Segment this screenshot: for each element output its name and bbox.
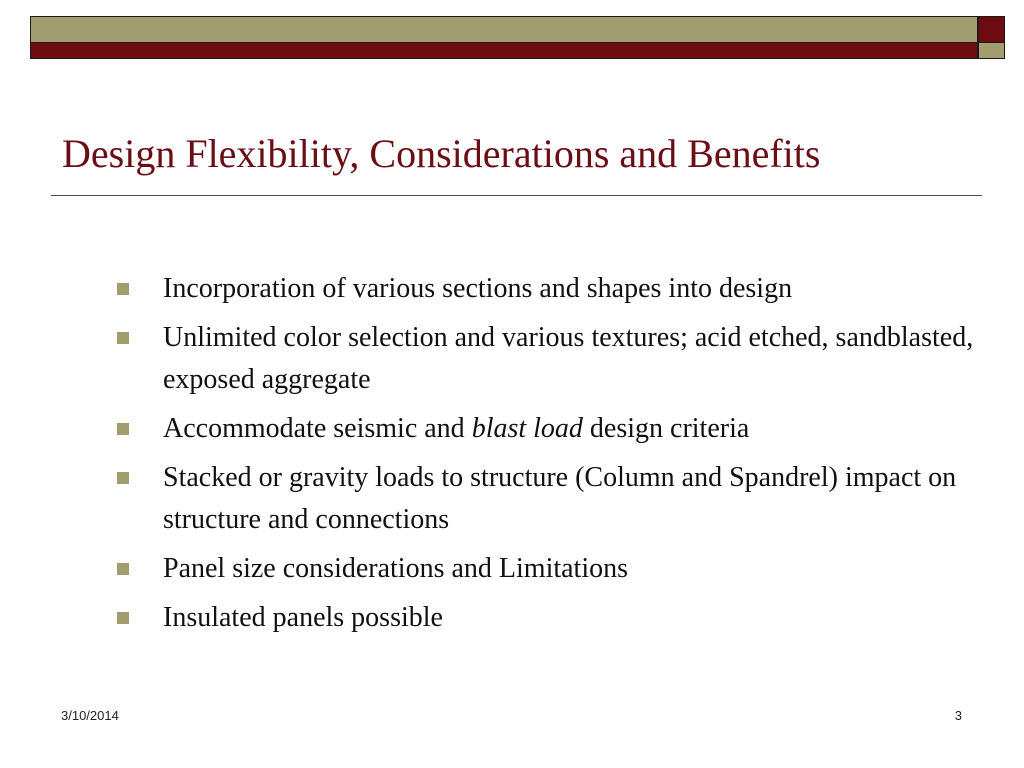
bullet-text: Insulated panels possible: [163, 602, 443, 633]
bullet-item: [115, 268, 995, 310]
square-bullet-icon: [117, 563, 129, 575]
bullet-text-post: design criteria: [582, 413, 750, 444]
title-divider: [51, 195, 982, 196]
bullet-text: Stacked or gravity loads to structure (Column and Spandrel) impact on structure and connections: [163, 462, 957, 535]
footer-date: 3/10/2014: [61, 708, 119, 723]
bullet-item: [115, 408, 995, 450]
bullet-text-pre: Accommodate seismic and: [163, 413, 472, 444]
bullet-item: [115, 457, 995, 541]
header-band-maroon: [30, 42, 978, 59]
square-bullet-icon: [117, 612, 129, 624]
bullet-text: Incorporation of various sections and shapes into design: [163, 273, 793, 304]
header-corner-square-maroon: [978, 16, 1005, 43]
square-bullet-icon: [117, 283, 129, 295]
bullet-item: [115, 317, 995, 401]
bullet-text: Panel size considerations and Limitations: [163, 553, 629, 584]
bullet-text-emphasis: blast load: [471, 413, 583, 444]
square-bullet-icon: [117, 472, 129, 484]
header-band-olive: [30, 16, 978, 43]
bullet-item: [115, 597, 995, 639]
bullet-item: [115, 548, 995, 590]
square-bullet-icon: [117, 423, 129, 435]
bullet-text: Unlimited color selection and various textures; acid etched, sandblasted, exposed aggregate: [163, 322, 974, 395]
slide-title: Design Flexibility, Considerations and Benefits: [62, 131, 821, 176]
header-corner-square-olive: [978, 42, 1005, 59]
footer-page-number: 3: [954, 708, 962, 723]
square-bullet-icon: [117, 332, 129, 344]
bullet-list: [115, 268, 995, 646]
